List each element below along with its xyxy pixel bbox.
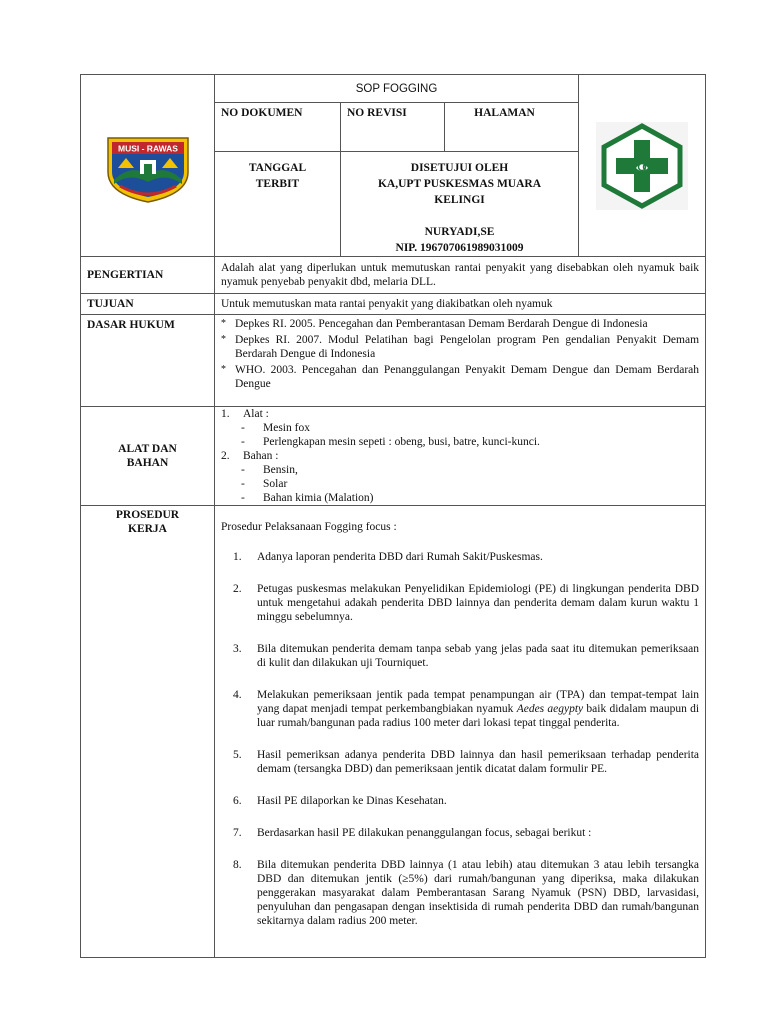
- alat-bahan-label: ALAT DAN BAHAN: [81, 407, 215, 506]
- puskesmas-logo-icon: [596, 122, 688, 210]
- prosedur-kerja-label: PROSEDUR KERJA: [81, 506, 215, 958]
- approval-cell: [341, 152, 579, 257]
- prosedur-content: [215, 506, 706, 958]
- alat-bahan-content: [215, 407, 706, 506]
- no-dokumen-cell: NO DOKUMEN: [215, 103, 341, 152]
- dasar-hukum-item: * Depkes RI. 2007. Modul Pelatihan bagi Pengelolan program Pen gendalian Penyakit Demam Berdarah Dengue di Indonesia: [221, 334, 700, 360]
- prosedur-step: 6. Hasil PE dilaporkan ke Dinas Kesehatan.: [233, 795, 447, 807]
- dasar-hukum-content: [215, 315, 706, 407]
- tujuan-label: TUJUAN: [81, 294, 215, 315]
- halaman-cell: HALAMAN: [445, 103, 579, 152]
- dasar-hukum-item: * WHO. 2003. Pencegahan dan Penanggulangan Penyakit Demam Dengue dan Demam Berdarah Dengue: [221, 364, 700, 390]
- prosedur-step: 7. Berdasarkan hasil PE dilakukan penanggulangan focus, sebagai berikut :: [233, 827, 592, 839]
- dasar-hukum-list: [215, 315, 705, 391]
- approval-place: KELINGI: [434, 194, 485, 206]
- document-title: SOP FOGGING: [215, 75, 579, 103]
- pengertian-text: Adalah alat yang diperlukan untuk memutuskan rantai penyakit yang disebabkan oleh nyamuk baik nyamuk penyebab penyakit dbd, melaria DLL.: [215, 257, 706, 294]
- prosedur-step: 4. Melakukan pemeriksaan jentik pada tempat penampungan air (TPA) dan tempat-tempat lain yang dapat menjadi tempat perkembangbiakan nyamuk Aedes aegypty baik didalam maupun di luar rumah/bangunan pada radius 100 meter dari lokasi tepat tinggal penderita.: [233, 689, 700, 729]
- bahan-item: - Bensin,: [241, 464, 298, 476]
- prosedur-step: 3. Bila ditemukan penderita demam tanpa sebab yang jelas pada saat itu ditemukan pemeriksaan di kulit dan dilakukan uji Tourniquet.: [233, 643, 700, 669]
- approval-heading: DISETUJUI OLEH: [410, 162, 509, 174]
- approver-nip: NIP. 196707061989031009: [395, 242, 524, 254]
- no-revisi-cell: NO REVISI: [341, 103, 445, 152]
- species-name: Aedes aegypty: [516, 703, 584, 715]
- prosedur-intro: Prosedur Pelaksanaan Fogging focus :: [221, 521, 397, 533]
- tanggal-terbit-cell: [215, 152, 341, 257]
- approval-position: KA,UPT PUSKESMAS MUARA: [377, 178, 542, 190]
- tanggal-label: TANGGAL: [248, 162, 307, 174]
- bahan-group: 2. Bahan :: [221, 450, 279, 462]
- approver-name: NURYADI,SE: [424, 226, 495, 238]
- prosedur-step: 5. Hasil pemeriksan adanya penderita DBD lainnya dan hasil pemeriksaan terhadap penderita demam (tersangka DBD) dan pemeriksaan jentik dicatat dalam formulir PE.: [233, 749, 700, 775]
- puskesmas-logo-cell: [579, 75, 706, 257]
- alat-item: - Perlengkapan mesin sepeti : obeng, busi, batre, kunci-kunci.: [241, 436, 540, 448]
- prosedur-step: 1. Adanya laporan penderita DBD dari Rumah Sakit/Puskesmas.: [233, 551, 543, 563]
- terbit-label: TERBIT: [255, 178, 300, 190]
- sop-table: [80, 74, 706, 958]
- alat-group: 1. Alat :: [221, 408, 269, 420]
- pengertian-label: PENGERTIAN: [81, 257, 215, 294]
- musi-rawas-logo-cell: [81, 75, 215, 257]
- crest-label: MUSI - RAWAS: [117, 143, 178, 153]
- dasar-hukum-label: DASAR HUKUM: [81, 315, 215, 407]
- tujuan-text: Untuk memutuskan mata rantai penyakit yang diakibatkan oleh nyamuk: [215, 294, 706, 315]
- dasar-hukum-item: * Depkes RI. 2005. Pencegahan dan Pemberantasan Demam Berdarah Dengue di Indonesia: [221, 318, 648, 330]
- prosedur-step: 2. Petugas puskesmas melakukan Penyelidikan Epidemiologi (PE) di lingkungan penderita DBD untuk mengetahui adakah penderita DBD lainnya dan penderita demam dalam kurun waktu 1 minggu sebelumnya.: [233, 583, 700, 623]
- musi-rawas-crest-icon: [100, 128, 196, 204]
- bahan-item: - Bahan kimia (Malation): [241, 492, 374, 504]
- bahan-item: - Solar: [241, 478, 288, 490]
- prosedur-step: 8. Bila ditemukan penderita DBD lainnya (1 atau lebih) atau ditemukan 3 atau lebih tersangka DBD dan ditemukan jentik (≥5%) dari rumah/bangunan yang diperiksa, maka dilakukan penggerakan masyarakat dalam Pemberantasan Sarang Nyamuk (PSN) DBD, larvasidasi, penyuluhan dan pengasapan dengan insektisida di rumah penderita DBD dan rumah/bangunan sekitarnya dalam radius 200 meter.: [233, 859, 700, 927]
- alat-item: - Mesin fox: [241, 422, 310, 434]
